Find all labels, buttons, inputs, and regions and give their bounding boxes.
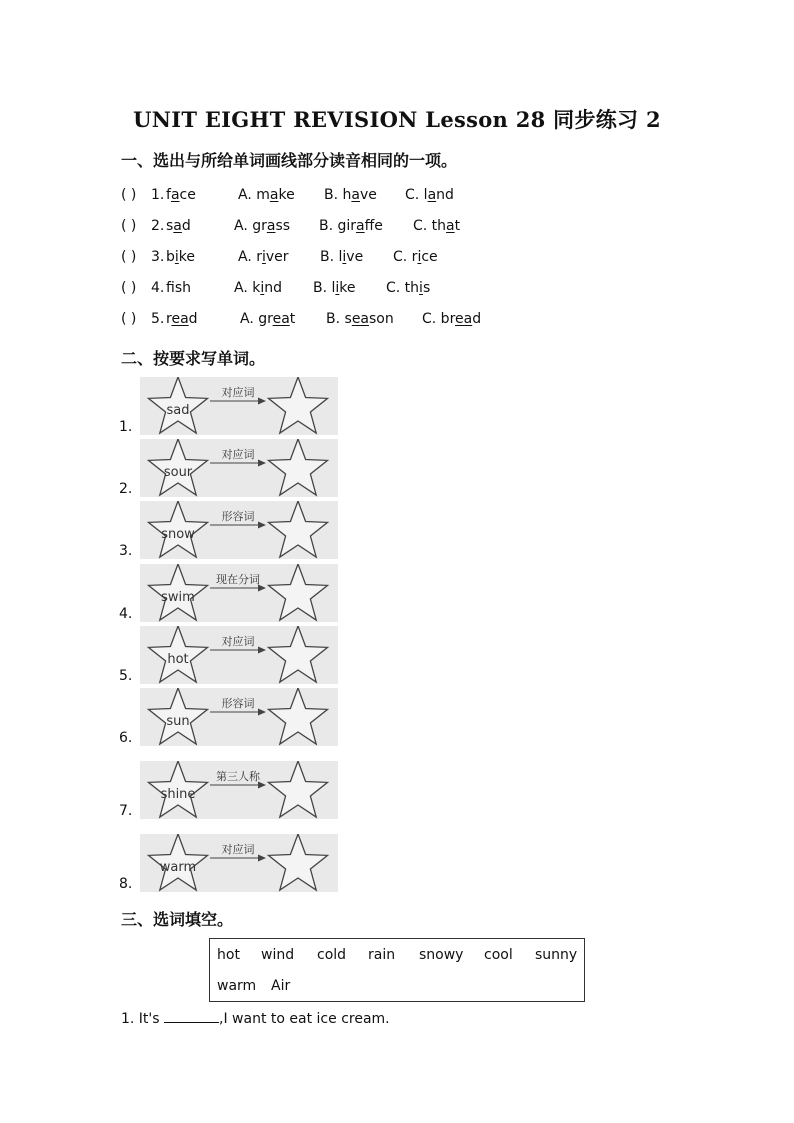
underlined-letters: i [417, 249, 422, 265]
text: nd [264, 280, 282, 296]
underlined-letters: a [170, 187, 180, 203]
text: A. gr [234, 218, 267, 234]
underlined-letters: a [356, 218, 365, 234]
text: ke [178, 249, 196, 265]
section-2-heading: 二、按要求写单词。 [121, 349, 266, 368]
text: B. h [324, 187, 352, 203]
text: ce [179, 187, 196, 203]
question-word [166, 187, 196, 203]
item-number: 4. [119, 606, 133, 622]
item-number: 1. [119, 419, 133, 435]
arrow-label: 对应词 [221, 448, 255, 461]
text: son [369, 311, 394, 327]
question-word [166, 218, 191, 234]
fill-question-1-suffix: ,I want to eat ice cream. [219, 1011, 390, 1027]
text: s [166, 218, 174, 234]
option-a [238, 249, 289, 265]
question-word [166, 280, 191, 296]
text: A. k [234, 280, 261, 296]
text: A. r [238, 249, 262, 265]
item-number: 7. [119, 803, 133, 819]
word-item [121, 564, 361, 626]
source-word: shine [160, 787, 196, 802]
source-word: warm [159, 860, 197, 875]
text: d [181, 218, 191, 234]
arrow-label: 对应词 [221, 386, 255, 399]
arrow-label: 形容词 [221, 510, 255, 523]
arrow-label: 对应词 [221, 843, 255, 856]
source-word: sour [163, 465, 193, 480]
item-number: 6. [119, 730, 133, 746]
question-number: 4. [151, 280, 165, 296]
word-bank-item: hot [217, 947, 240, 963]
underlined-letters: ea [455, 311, 473, 327]
fill-question-1 [121, 1010, 390, 1027]
answer-paren[interactable]: ( ) [121, 311, 137, 327]
answer-paren[interactable]: ( ) [121, 187, 137, 203]
text: nd [436, 187, 454, 203]
word-bank-item: wind [261, 947, 295, 963]
arrow-label: 形容词 [221, 697, 255, 710]
word-bank-item: snowy [419, 947, 464, 963]
word-item [121, 626, 361, 688]
text: ffe [364, 218, 383, 234]
text: d [188, 311, 198, 327]
text: B. l [313, 280, 336, 296]
arrow-label: 现在分词 [216, 573, 260, 586]
text: ke [278, 187, 295, 203]
text: ce [421, 249, 438, 265]
underlined-letters: a [173, 218, 182, 234]
question-number: 2. [151, 218, 165, 234]
word-transform-diagram [140, 688, 340, 748]
text: f [166, 187, 171, 203]
item-number: 8. [119, 876, 133, 892]
question-word [166, 249, 195, 265]
text: B. l [320, 249, 343, 265]
underlined-letters: ea [272, 311, 290, 327]
option-b [319, 218, 383, 234]
word-item [121, 688, 361, 750]
text: C. l [405, 187, 428, 203]
answer-paren[interactable]: ( ) [121, 218, 137, 234]
underlined-letters: a [351, 187, 360, 203]
section-1-heading: 一、选出与所给单词画线部分读音相同的一项。 [121, 151, 458, 170]
word-transform-diagram [140, 626, 340, 686]
option-a [240, 311, 295, 327]
word-transform-diagram [140, 834, 340, 894]
text: B. s [326, 311, 352, 327]
underlined-letters: a [269, 187, 279, 203]
word-item [121, 761, 361, 823]
option-c [422, 311, 481, 327]
item-number: 2. [119, 481, 133, 497]
text: B. gir [319, 218, 357, 234]
question-number: 1. [151, 187, 165, 203]
text: A. gr [240, 311, 273, 327]
word-transform-diagram [140, 564, 340, 624]
text: ve [346, 249, 364, 265]
option-c [405, 187, 454, 203]
question-number: 3. [151, 249, 165, 265]
answer-blank[interactable] [164, 1010, 219, 1023]
word-bank-item: sunny [535, 947, 578, 963]
word-transform-diagram [140, 761, 340, 821]
word-bank-item: cool [484, 947, 513, 963]
underlined-letters: ea [351, 311, 370, 327]
underlined-letters: i [262, 249, 266, 265]
text: C. th [413, 218, 447, 234]
word-item [121, 834, 361, 896]
option-c [413, 218, 460, 234]
underlined-letters: i [260, 280, 265, 296]
arrow-label: 对应词 [221, 635, 255, 648]
option-a [234, 218, 290, 234]
text: t [289, 311, 296, 327]
source-word: snow [161, 527, 195, 542]
text: C. th [386, 280, 420, 296]
question-number: 5. [151, 311, 165, 327]
word-item [121, 439, 361, 501]
fill-question-1-prefix: 1. It's [121, 1011, 165, 1027]
text: C. br [422, 311, 456, 327]
text: f [166, 280, 175, 296]
underlined-letters: a [446, 218, 455, 234]
word-transform-diagram [140, 377, 340, 437]
underlined-letters: i [335, 280, 340, 296]
source-word: swim [161, 590, 195, 605]
word-bank-item: warm [217, 978, 257, 994]
word-transform-diagram [140, 439, 340, 499]
text: d [472, 311, 482, 327]
arrow-label: 第三人称 [216, 770, 260, 783]
answer-paren[interactable]: ( ) [121, 280, 137, 296]
word-bank-item: Air [271, 978, 291, 994]
word-item [121, 377, 361, 439]
underlined-letters: ea [171, 311, 189, 327]
underlined-letters: i [174, 249, 179, 265]
text: ver [265, 249, 289, 265]
underlined-letters: a [427, 187, 437, 203]
source-word: sun [166, 714, 190, 729]
text: A. m [238, 187, 270, 203]
text: b [166, 249, 175, 265]
underlined-letters: i [342, 249, 347, 265]
text: r [166, 311, 172, 327]
text: ve [359, 187, 377, 203]
option-b [320, 249, 363, 265]
source-word: sad [166, 403, 190, 418]
option-b [326, 311, 394, 327]
option-b [324, 187, 377, 203]
source-word: hot [167, 652, 189, 667]
option-a [234, 280, 282, 296]
word-bank-item: rain [368, 947, 396, 963]
text: sh [174, 280, 191, 296]
item-number: 5. [119, 668, 133, 684]
option-b [313, 280, 356, 296]
option-c [386, 280, 430, 296]
word-bank [209, 938, 585, 1002]
underlined-letters: a [266, 218, 276, 234]
text: s [422, 280, 431, 296]
word-transform-diagram [140, 501, 340, 561]
option-c [393, 249, 438, 265]
answer-paren[interactable]: ( ) [121, 249, 137, 265]
text: t [454, 218, 461, 234]
text: C. r [393, 249, 418, 265]
page-title: UNIT EIGHT REVISION Lesson 28 同步练习 2 [133, 107, 661, 132]
option-a [238, 187, 295, 203]
item-number: 3. [119, 543, 133, 559]
word-bank-item: cold [317, 947, 347, 963]
text: ss [275, 218, 291, 234]
word-item [121, 501, 361, 563]
question-word [166, 311, 198, 327]
text: ke [339, 280, 356, 296]
section-3-heading: 三、选词填空。 [121, 910, 234, 929]
underlined-letters: i [419, 280, 423, 296]
